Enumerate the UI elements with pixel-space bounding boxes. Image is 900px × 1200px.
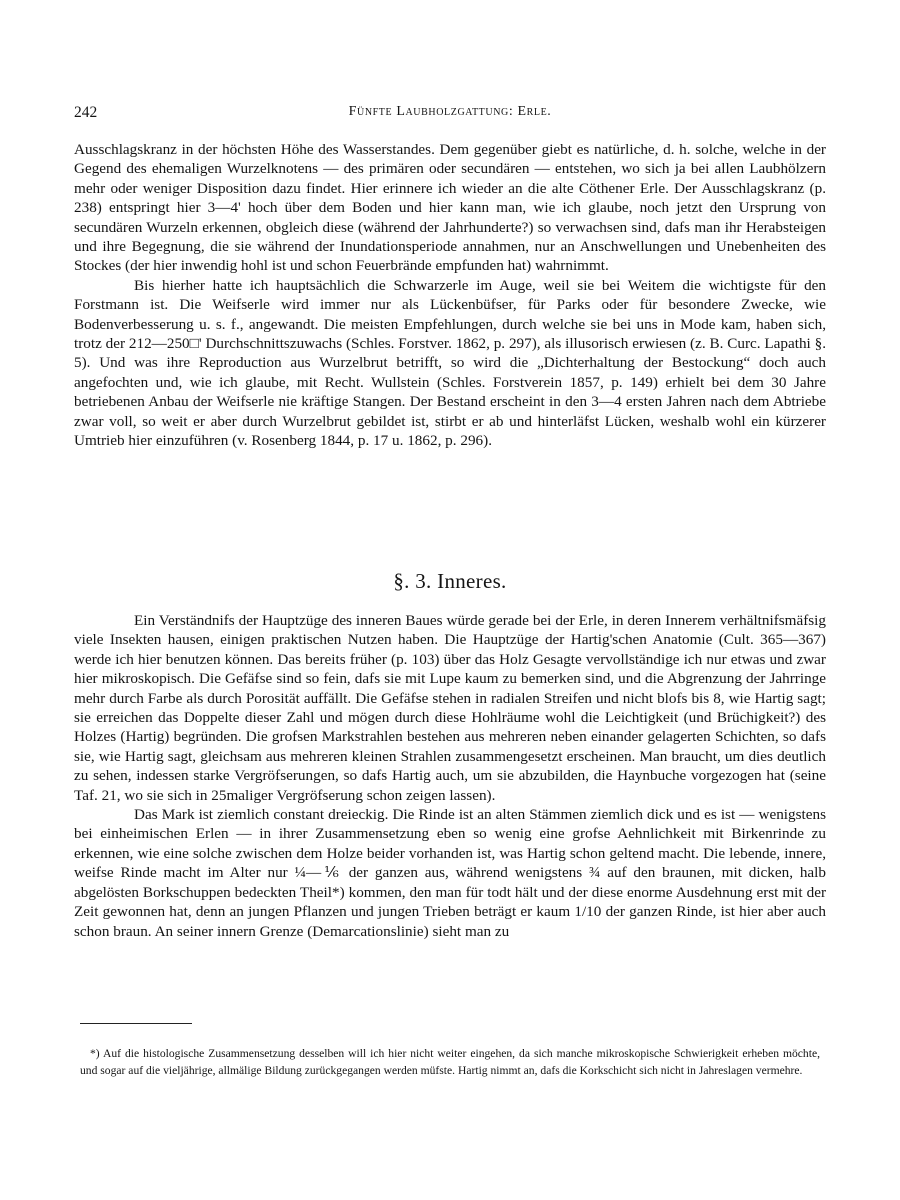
paragraph-3: Ein Verständnifs der Hauptzüge des inneren Baues würde gerade bei der Erle, in deren Innerem verhältnifsmäfsig viele Insekten hausen, einigen praktischen Nutzen haben. Die Hauptzüge der Hartig'schen Anatomie (Cult. 365—367) werde ich hier benutzen können. Das bereits früher (p. 103) über das Holz Gesagte vervollständige ich nur etwas und zwar hier mikroskopisch. Die Gefäfse sind so fein, dafs sie mit Lupe kaum zu bemerken sind, und die Abgrenzung der Jahrringe mehr durch Farbe als durch Porosität auffällt. Die Gefäfse stehen in radialen Streifen und nicht blofs bis 8, wie Hartig sagt; sie erreichen das Doppelte dieser Zahl und mögen durch diese Hohlräume wohl die Leichtigkeit (und Brüchigkeit?) des Holzes (Hartig) begründen. Die grofsen Markstrahlen bestehen aus mehreren neben einander gelagerten Schichten, so dafs sie, wie Hartig sagt, gleichsam aus mehreren kleinen Strahlen zusammengesetzt erscheinen. Man braucht, um dies deutlich zu sehen, indessen starke Vergröfserungen, so dafs Hartig auch, um sie abzubilden, die Haynbuche vorgezogen hat (seine Taf. 21, wo sie sich in 25maliger Vergröfserung schon zeigen lassen). — [74, 612, 826, 804]
running-title: Fünfte Laubholzgattung: Erle. — [348, 104, 552, 119]
paragraph-2: Bis hierher hatte ich hauptsächlich die Schwarzerle im Auge, weil sie bei Weitem die wichtigste für den Forstmann ist. Die Weifserle wird immer nur als Lückenbüfser, für Parks oder für besondere Zwecke, wie Bodenverbesserung u. s. f., angewandt. Die meisten Empfehlungen, durch welche sie bei uns in Mode kam, haben sich, trotz der 212—250□' Durchschnittszuwachs (Schles. Forstver. 1862, p. 297), als illusorisch erwiesen (z. B. Curc. Lapathi §. 5). Und was ihre Reproduction aus Wurzelbrut betrifft, so wird die „Dichterhaltung der Bestockung“ doch auch angefochten und, wie ich glaube, mit Recht. Wullstein (Schles. Forstverein 1857, p. 149) erhielt bei dem 30 Jahre betriebenen Anbau der Weifserle nie kräftige Stangen. Der Bestand erscheint in den 3—4 ersten Jahren nach dem Abtriebe zwar voll, so weit er aber durch Wurzelbrut gebildet ist, stirbt er ab und hinterläfst Lücken, weshalb wohl ein kürzerer Umtrieb hier einzuführen (v. Rosenberg 1844, p. 17 u. 1862, p. 296). — [74, 276, 826, 450]
paragraph-4: Das Mark ist ziemlich constant dreieckig. Die Rinde ist an alten Stämmen ziemlich dick und es ist — wenigstens bei einheimischen Erlen — in ihrer Zusammensetzung eben so wenig eine grofse Aehnlichkeit mit Birkenrinde zu erkennen, wie eine solche zwischen dem Holze beider vorhanden ist, was Hartig schon geltend macht. Die lebende, innere, weifse Rinde macht im Alter nur ¼—⅙ der ganzen aus, während wenigstens ¾ auf den braunen, mit dicken, halb abgelösten Borkschuppen bedeckten Theil*) kommen, den man für todt hält und der diese enorme Ausdehnung erst mit der Zeit gewonnen hat, denn an jungen Pflanzen und jungen Trieben beträgt er kaum 1/10 der ganzen Rinde, ist hier aber auch schon braun. An seiner innern Grenze (Demarcationslinie) sieht man zu — [74, 806, 826, 940]
page-number: 242 — [74, 104, 98, 121]
footnote-divider — [80, 1023, 192, 1024]
paragraph-1: Ausschlagskranz in der höchsten Höhe des Wasserstandes. Dem gegenüber giebt es natürliche, d. h. solche, welche in der Gegend des ehemaligen Wurzelknotens — des primären oder secundären — entstehen, wo sich ja bei allen Laubhölzern mehr oder weniger Disposition dazu findet. Hier erinnere ich wieder an die alte Cöthener Erle. Der Ausschlagskranz (p. 238) entspringt hier 3—4' hoch über dem Boden und hier kann man, wie ich glaube, noch jetzt den Ursprung von secundären Wurzeln erkennen, obgleich diese (während der Jahrhunderte?) so verwachsen sind, dafs man ihr Herabsteigen und ihre Begegnung, die sie während der Inundationsperiode annahmen, nur an Anschwellungen und Unebenheiten des Stockes (der hier inwendig hohl ist und schon Feuerbrände empfunden hat) wahrnimmt. — [74, 141, 826, 275]
footnote: *) Auf die histologische Zusammensetzung desselben will ich hier nicht weiter eingehen, da sich manche mikroskopische Schwierigkeit erheben möchte, und sogar auf die vieljährige, allmälige Bildung zurückgegangen werden müfste. Hartig nimmt an, dafs die Korkschicht sich nicht in Jahreslagen vermehre. — [80, 1046, 820, 1077]
text-block-top — [74, 140, 826, 451]
section-heading: §. 3. Inneres. — [393, 569, 507, 593]
page-header — [74, 104, 826, 126]
text-block-section — [74, 611, 826, 941]
